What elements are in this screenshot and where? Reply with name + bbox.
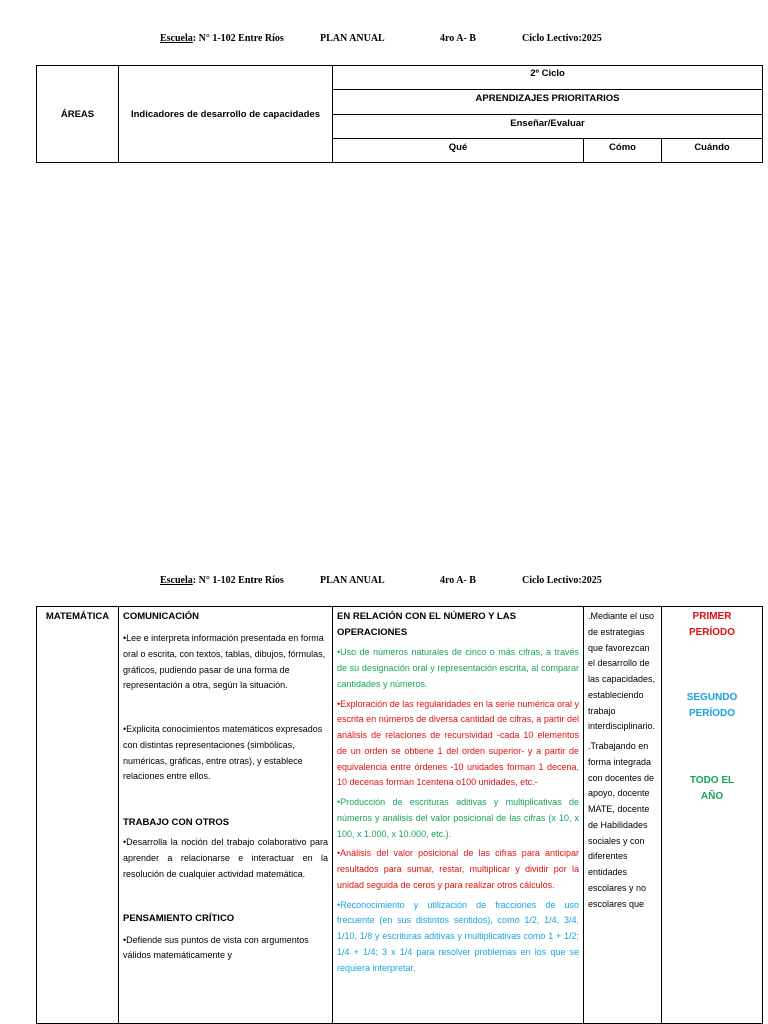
cycle-header: 2º Ciclo [333,66,763,90]
content-item: •Uso de números naturales de cinco o más cifras, a través de su designación oral y representación escrita, al comparar cantidades y números. [337,647,579,689]
priority-learning-header: APRENDIZAJES PRIORITARIOS [333,90,763,115]
grade-label: 4ro A- B [440,33,476,44]
what-cell [333,607,584,1024]
cycle-label-2: Ciclo Lectivo:2025 [522,575,602,586]
indicator-text: •Defiende sus puntos de vista con argumentos válidos matemáticamente y [123,934,309,961]
period-first: PRIMER PERÍODO [688,611,736,638]
school-label-2: Escuela: N° 1-102 Entre Ríos [160,575,284,586]
how-cell [584,607,662,1024]
header-table [36,65,763,163]
when-header: Cuándo [662,139,763,163]
period-second: SEGUNDO PERÍODO [686,692,738,719]
what-header: Qué [333,139,584,163]
content-item: •Análisis del valor posicional de las cifras para anticipar resultados para sumar, restar, multiplicar y dividir por la unidad seguida de ceros y para realizar otros cálculos. [337,848,579,890]
indicator-text: •Lee e interpreta información presentada en forma oral o escrita, con textos, tablas, dibujos, fórmulas, gráficos, pudiendo pasar de una forma de representación a otra, según la situación. [123,633,326,691]
areas-header: ÁREAS [37,66,119,163]
plan-title: PLAN ANUAL [320,33,385,44]
indicator-text: •Desarrolla la noción del trabajo colaborativo para aprender a relacionarse e interactuar en la resolución de cualquier actividad matemática. [123,837,328,879]
pensamiento-title: PENSAMIENTO CRÍTICO [123,912,235,924]
teach-evaluate-header: Enseñar/Evaluar [333,115,763,139]
grade-label-2: 4ro A- B [440,575,476,586]
content-item: •Exploración de las regularidades en la serie numérica oral y escrita en números de diversa cantidad de cifras, a partir del análisis de relaciones de recursividad -cada 10 elementos de un orden se obtiene 1 del orden superior- y a partir de equivalencia entre órdenes -10 unidades forman 1 decena, 10 decenas forman 1centena o100 unidades, etc.- [337,698,579,788]
indicators-header: Indicadores de desarrollo de capacidades [119,66,333,163]
content-item: •Producción de escrituras aditivas y multiplicativas de números y análisis del valor posicional de las cifras (x 10, x 100, x 1.000, x 10.000, etc.). [337,797,579,839]
period-all-year: TODO EL AÑO [689,775,735,802]
method-text: .Mediante el uso de estrategias que favorezcan el desarrollo de las capacidades, estableciendo trabajo interdisciplinario. [588,611,656,732]
content-table [36,606,763,1024]
school-label: Escuela: N° 1-102 Entre Ríos [160,33,284,44]
when-cell [662,607,763,1024]
trabajo-title: TRABAJO CON OTROS [123,817,230,829]
indicators-cell [119,607,333,1024]
how-header: Cómo [584,139,662,163]
comunicacion-title: COMUNICACIÓN [123,611,199,622]
content-item: •Reconocimiento y utilización de fracciones de uso frecuente (en sus distintos sentidos), como 1/2, 1/4, 3/4, 1/10, 1/8 y escrituras aditivas y multiplicativas como 1 + 1/2; 1/4 + 1/4; 3 x 1/4 para resolver problemas en los que se requiera interpretar, [337,899,579,973]
indicator-text: •Explicita conocimientos matemáticos expresados con distintas representaciones (simbólicas, numéricas, gráficas, entre otras), y establece relaciones entre ellos. [123,724,323,782]
plan-title-2: PLAN ANUAL [320,575,385,586]
area-cell: MATEMÁTICA [37,607,119,1024]
number-operations-title: EN RELACIÓN CON EL NÚMERO Y LAS OPERACIONES [337,611,516,639]
cycle-label: Ciclo Lectivo:2025 [522,33,602,44]
method-text: .Trabajando en forma integrada con docentes de apoyo, docente MATE, docente de Habilidades sociales y con diferentes entidades escolares y no escolares que [588,741,655,909]
